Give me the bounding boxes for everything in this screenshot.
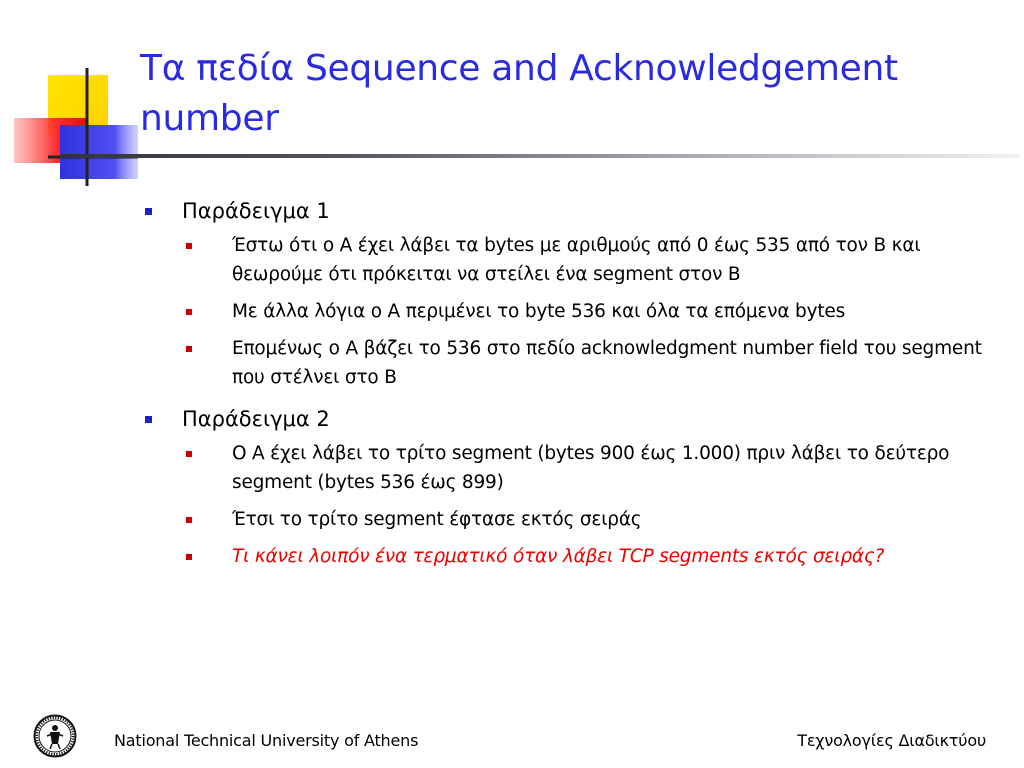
bullet-square-icon <box>145 208 152 215</box>
bullet-square-icon <box>186 346 192 352</box>
sub-item-text: Με άλλα λόγια ο Α περιμένει το byte 536 και όλα τα επόμενα bytes <box>232 301 846 322</box>
sub-list-item <box>186 439 1000 505</box>
sub-item-text: Επομένως ο Α βάζει το 536 στο πεδίο acknowledgment number field του segment που στέλνει στο Β <box>232 338 982 388</box>
bullet-square-icon <box>145 416 152 423</box>
title-divider <box>60 154 1020 158</box>
sub-list-item <box>186 231 1000 297</box>
sub-item-text: Έτσι το τρίτο segment έφτασε εκτός σειράς <box>232 509 642 530</box>
sub-list-item <box>186 505 1000 542</box>
sub-item-text: Ο Α έχει λάβει το τρίτο segment (bytes 900 έως 1.000) πριν λάβει το δεύτερο segment (bytes 536 έως 899) <box>232 443 950 493</box>
footer-institution: National Technical University of Athens <box>114 731 419 750</box>
slide-title: Τα πεδία Sequence and Acknowledgement number <box>140 48 898 139</box>
bullet-square-icon <box>186 554 192 560</box>
bullet-square-icon <box>186 517 192 523</box>
bullet-square-icon <box>186 243 192 249</box>
footer-course: Τεχνολογίες Διαδικτύου <box>797 731 986 750</box>
template-decoration <box>0 0 140 190</box>
sub-list <box>186 439 1000 579</box>
sub-list-item <box>186 297 1000 334</box>
question-text: Τι κάνει λοιπόν ένα τερματικό όταν λάβει TCP segments εκτός σειράς? <box>232 546 885 567</box>
list-item-example-2 <box>140 404 1000 579</box>
section-heading: Παράδειγμα 1 <box>182 199 330 223</box>
bullet-square-icon <box>186 451 192 457</box>
list-item-example-1 <box>140 196 1000 400</box>
university-seal-icon <box>33 714 77 758</box>
bullet-square-icon <box>186 309 192 315</box>
sub-list-item-question <box>186 542 1000 579</box>
sub-list <box>186 231 1000 400</box>
slide-content <box>140 196 1000 579</box>
sub-item-text: Έστω ότι ο Α έχει λάβει τα bytes με αριθμούς από 0 έως 535 από τον Β και θεωρούμε ότι πρόκειται να στείλει ένα segment στον Β <box>232 235 921 285</box>
bullet-list <box>140 196 1000 579</box>
section-heading: Παράδειγμα 2 <box>182 407 330 431</box>
sub-list-item <box>186 334 1000 400</box>
